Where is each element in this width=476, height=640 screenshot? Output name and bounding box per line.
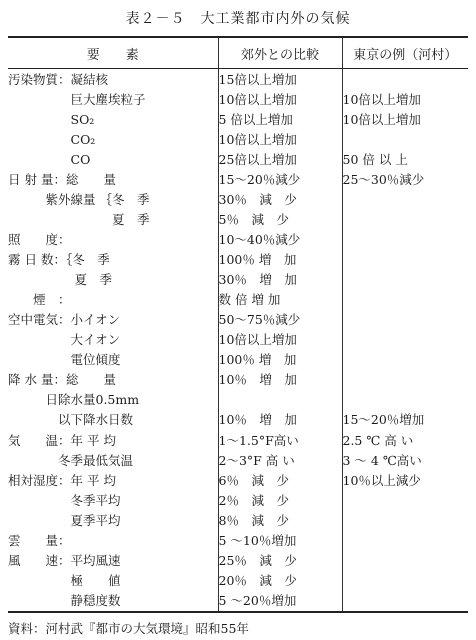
row-element: 以下降水日数 <box>8 410 218 430</box>
table-row <box>8 250 468 270</box>
row-suburb-comparison: 100％ 増 加 <box>218 250 342 270</box>
row-tokyo-example <box>342 129 468 149</box>
row-element: 紫外線量 ｛冬 季 <box>8 189 218 209</box>
table-row <box>8 310 468 330</box>
table-row <box>8 550 468 570</box>
table-row <box>8 109 468 129</box>
row-tokyo-example <box>342 290 468 310</box>
table-row <box>8 189 468 209</box>
table-row <box>8 350 468 370</box>
row-tokyo-example: 25～30％減少 <box>342 171 425 187</box>
table-row <box>8 470 468 490</box>
row-element: CO₂ <box>8 129 218 149</box>
row-tokyo-example: 2.5 ℃ 高 い <box>342 432 414 448</box>
row-tokyo-example <box>342 490 468 510</box>
row-tokyo-example <box>342 210 468 230</box>
row-suburb-comparison: 8％ 減 少 <box>218 510 342 530</box>
table-row <box>8 210 468 230</box>
table-row <box>8 149 468 169</box>
table-row <box>8 590 468 612</box>
row-suburb-comparison: 5 倍以上増加 <box>218 109 342 129</box>
row-suburb-comparison: 10～40％減少 <box>218 230 342 250</box>
row-element: 煙 ： <box>8 290 218 310</box>
table-row <box>8 430 468 450</box>
row-element: 夏 季 <box>8 270 218 290</box>
table-row <box>8 450 468 470</box>
row-suburb-comparison: 10倍以上増加 <box>218 330 342 350</box>
row-tokyo-example: 3 ～ 4 ℃高い <box>342 452 422 468</box>
header-element: 要 素 <box>8 37 218 69</box>
row-suburb-comparison: 50～75％減少 <box>218 310 342 330</box>
row-suburb-comparison: 20％ 減 少 <box>218 570 342 590</box>
row-suburb-comparison: 25％ 減 少 <box>218 550 342 570</box>
row-suburb-comparison: 30％ 減 少 <box>218 189 342 209</box>
row-tokyo-example: 50 倍 以 上 <box>342 151 408 167</box>
table-row <box>8 570 468 590</box>
table-row <box>8 390 468 410</box>
row-element: 静穏度数 <box>8 590 218 612</box>
row-element: 夏季平均 <box>8 510 218 530</box>
row-tokyo-example <box>342 330 468 350</box>
row-suburb-comparison: 10％ 増 加 <box>218 410 342 430</box>
table-row <box>8 530 468 550</box>
row-element: 空中電気：小イオン <box>8 310 218 330</box>
table-row <box>8 230 468 250</box>
row-suburb-comparison: 30％ 増 加 <box>218 270 342 290</box>
row-tokyo-example <box>342 510 468 530</box>
climate-comparison-table <box>8 36 468 613</box>
row-element: 降 水 量：総 量 <box>8 370 218 390</box>
header-row <box>8 37 468 69</box>
row-tokyo-example <box>342 350 468 370</box>
row-tokyo-example: 10倍以上増加 <box>342 111 421 127</box>
row-suburb-comparison: 5 ～20％増加 <box>218 590 342 612</box>
row-tokyo-example <box>342 250 468 270</box>
row-tokyo-example <box>342 189 468 209</box>
table-row <box>8 510 468 530</box>
row-tokyo-example: 10倍以上増加 <box>342 91 421 107</box>
row-suburb-comparison <box>218 390 342 410</box>
row-suburb-comparison: 2～3°F 高 い <box>218 450 342 470</box>
row-suburb-comparison: 10％ 増 加 <box>218 370 342 390</box>
source-note: 資料：河村武『都市の大気環境』昭和55年 <box>8 621 249 636</box>
table-row <box>8 330 468 350</box>
row-tokyo-example <box>342 69 468 90</box>
row-element: 照 度： <box>8 230 218 250</box>
row-tokyo-example <box>342 310 468 330</box>
row-element: 日 射 量：総 量 <box>8 169 218 189</box>
table-title: 表２－５ 大工業都市内外の気候 <box>125 11 351 27</box>
row-element: 電位傾度 <box>8 350 218 370</box>
row-element: 汚染物質：凝結核 <box>8 69 218 90</box>
row-element: 日除水量0.5mm <box>8 390 218 410</box>
row-element: SO₂ <box>8 109 218 129</box>
row-element: 冬季最低気温 <box>8 450 218 470</box>
row-element: 極 値 <box>8 570 218 590</box>
table-row <box>8 270 468 290</box>
row-element: 雲 量： <box>8 530 218 550</box>
row-tokyo-example <box>342 550 468 570</box>
header-suburb-comparison: 郊外との比較 <box>218 37 342 69</box>
row-tokyo-example <box>342 590 468 612</box>
table-row <box>8 129 468 149</box>
row-element: 巨大塵埃粒子 <box>8 89 218 109</box>
table-row <box>8 370 468 390</box>
row-suburb-comparison: 2％ 減 少 <box>218 490 342 510</box>
table-row <box>8 89 468 109</box>
row-element: 相対湿度：年 平 均 <box>8 470 218 490</box>
row-tokyo-example <box>342 390 468 410</box>
table-row <box>8 290 468 310</box>
row-suburb-comparison: 5 ～10％増加 <box>218 530 342 550</box>
row-element: 風 速：平均風速 <box>8 550 218 570</box>
row-suburb-comparison: 1～1.5°F高い <box>218 430 342 450</box>
row-element: 気 温：年 平 均 <box>8 430 218 450</box>
row-suburb-comparison: 15～20％減少 <box>218 169 342 189</box>
row-tokyo-example <box>342 530 468 550</box>
row-suburb-comparison: 数 倍 増 加 <box>218 290 342 310</box>
table-row <box>8 169 468 189</box>
row-tokyo-example <box>342 270 468 290</box>
row-suburb-comparison: 6％ 減 少 <box>218 470 342 490</box>
row-tokyo-example <box>342 370 468 390</box>
table-row <box>8 69 468 90</box>
row-suburb-comparison: 15倍以上増加 <box>218 69 342 90</box>
row-element: 大イオン <box>8 330 218 350</box>
row-suburb-comparison: 10倍以上増加 <box>218 89 342 109</box>
row-element: 冬季平均 <box>8 490 218 510</box>
row-tokyo-example: 15～20％増加 <box>342 412 425 428</box>
row-tokyo-example: 10％以上減少 <box>342 472 421 488</box>
table-body <box>8 69 468 613</box>
row-suburb-comparison: 5％ 減 少 <box>218 210 342 230</box>
row-element: 夏 季 <box>8 210 218 230</box>
row-suburb-comparison: 10倍以上増加 <box>218 129 342 149</box>
row-suburb-comparison: 25倍以上増加 <box>218 149 342 169</box>
row-element: CO <box>8 149 218 169</box>
table-row <box>8 490 468 510</box>
row-suburb-comparison: 100％ 増 加 <box>218 350 342 370</box>
header-tokyo-example: 東京の例（河村） <box>342 37 468 69</box>
row-tokyo-example <box>342 230 468 250</box>
row-tokyo-example <box>342 570 468 590</box>
table-row <box>8 410 468 430</box>
row-element: 霧 日 数：｛冬 季 <box>8 250 218 270</box>
